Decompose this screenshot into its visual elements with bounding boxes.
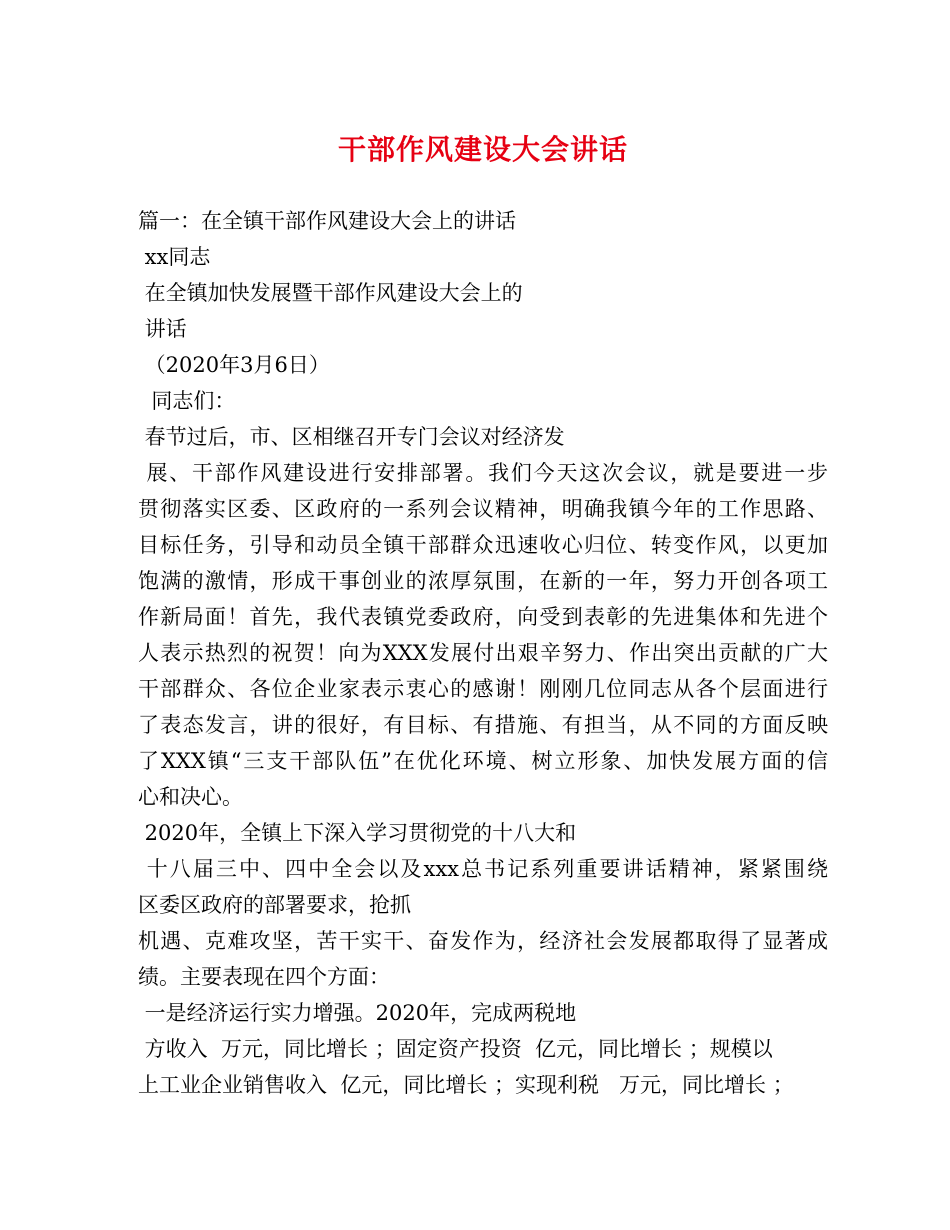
body-line: 2020年，全镇上下深入学习贯彻党的十八大和 [138, 821, 577, 845]
body-line: 贯彻落实区委、区政府的一系列会议精神，明确我镇今年的工作思路、 [138, 497, 828, 521]
body-line: 了XXX镇“三支干部队伍”在优化环境、树立形象、加快发展方面的信 [138, 749, 828, 773]
body-line: 心和决心。 [138, 785, 243, 809]
speaker-line: xx同志 [138, 245, 211, 269]
body-line: 区委区政府的部署要求，抢抓 [138, 893, 411, 917]
date-line: （2020年3月6日） [138, 353, 330, 377]
body-line: 绩。主要表现在四个方面： [138, 965, 390, 989]
body-line: 目标任务，引导和动员全镇干部群众迅速收心归位、转变作风，以更加 [138, 533, 828, 557]
subtitle-line: 讲话 [138, 317, 187, 341]
heading-line: 篇一：在全镇干部作风建设大会上的讲话 [138, 209, 516, 233]
salutation-line: 同志们： [138, 389, 236, 413]
body-line: 展、干部作风建设进行安排部署。我们今天这次会议，就是要进一步 [138, 461, 828, 485]
body-line: 人表示热烈的祝贺！向为XXX发展付出艰辛努力、作出突出贡献的广大 [138, 641, 828, 665]
body-line: 春节过后，市、区相继召开专门会议对经济发 [138, 425, 565, 449]
body-line: 上工业企业销售收入 亿元，同比增长 ；实现利税 万元，同比增长 ； [138, 1073, 794, 1097]
body-line: 了表态发言，讲的很好，有目标、有措施、有担当，从不同的方面反映 [138, 713, 828, 737]
body-line: 方收入 万元，同比增长 ；固定资产投资 亿元，同比增长 ；规模以 [138, 1037, 773, 1061]
body-line: 干部群众、各位企业家表示衷心的感谢！刚刚几位同志从各个层面进行 [138, 677, 828, 701]
document-title: 干部作风建设大会讲话 [337, 133, 628, 166]
document-page [138, 0, 828, 1230]
body-line: 十八届三中、四中全会以及xxx总书记系列重要讲话精神，紧紧围绕 [138, 857, 828, 881]
body-line: 一是经济运行实力增强。2020年，完成两税地 [138, 1001, 577, 1025]
body-line: 饱满的激情，形成干事创业的浓厚氛围，在新的一年，努力开创各项工 [138, 569, 828, 593]
body-line: 机遇、克难攻坚，苦干实干、奋发作为，经济社会发展都取得了显著成 [138, 929, 828, 953]
subtitle-line: 在全镇加快发展暨干部作风建设大会上的 [138, 281, 523, 305]
body-line: 作新局面！首先，我代表镇党委政府，向受到表彰的先进集体和先进个 [138, 605, 828, 629]
